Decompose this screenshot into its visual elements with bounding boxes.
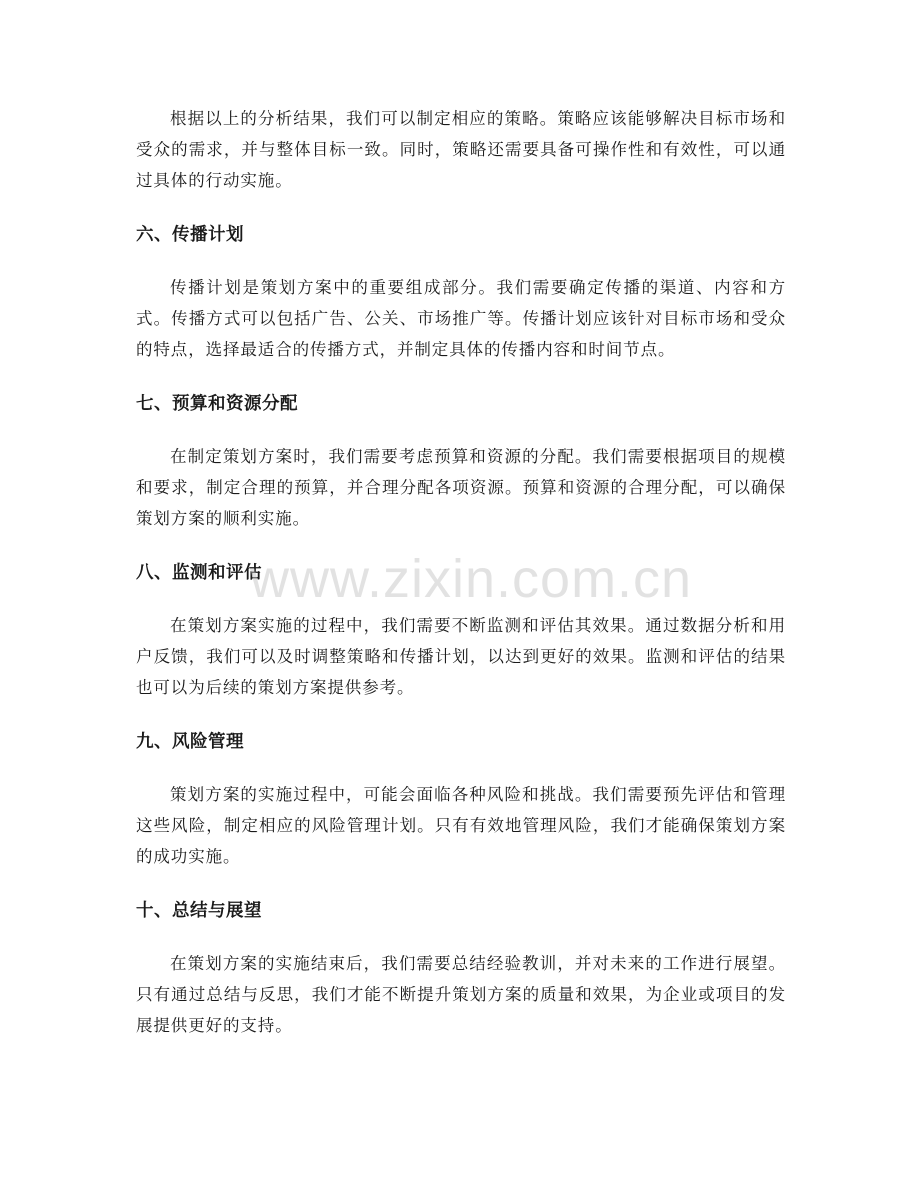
document-body — [136, 103, 786, 1041]
section-paragraph-8: 在策划方案实施的过程中，我们需要不断监测和评估其效果。通过数据分析和用户反馈，我们可以及时调整策略和传播计划，以达到更好的效果。监测和评估的结果也可以为后续的策划方案提供参考。 — [136, 616, 786, 697]
section-paragraph-9: 策划方案的实施过程中，可能会面临各种风险和挑战。我们需要预先评估和管理这些风险，制定相应的风险管理计划。只有有效地管理风险，我们才能确保策划方案的成功实施。 — [136, 785, 786, 866]
section-paragraph-10: 在策划方案的实施结束后，我们需要总结经验教训，并对未来的工作进行展望。只有通过总结与反思，我们才能不断提升策划方案的质量和效果，为企业或项目的发展提供更好的支持。 — [136, 954, 786, 1035]
section-heading-6: 六、传播计划 — [136, 225, 244, 245]
section-paragraph-7: 在制定策划方案时，我们需要考虑预算和资源的分配。我们需要根据项目的规模和要求，制定合理的预算，并合理分配各项资源。预算和资源的合理分配，可以确保策划方案的顺利实施。 — [136, 447, 786, 528]
section-heading-7: 七、预算和资源分配 — [136, 394, 298, 414]
section-heading-8: 八、监测和评估 — [136, 563, 262, 583]
section-heading-9: 九、风险管理 — [136, 732, 244, 752]
watermark-text: www.zixin.com.cn — [250, 549, 693, 609]
section-paragraph-6: 传播计划是策划方案中的重要组成部分。我们需要确定传播的渠道、内容和方式。传播方式可以包括广告、公关、市场推广等。传播计划应该针对目标市场和受众的特点，选择最适合的传播方式，并制定具体的传播内容和时间节点。 — [136, 278, 786, 359]
section-heading-10: 十、总结与展望 — [136, 901, 262, 921]
intro-paragraph: 根据以上的分析结果，我们可以制定相应的策略。策略应该能够解决目标市场和受众的需求，并与整体目标一致。同时，策略还需要具备可操作性和有效性，可以通过具体的行动实施。 — [136, 109, 786, 190]
